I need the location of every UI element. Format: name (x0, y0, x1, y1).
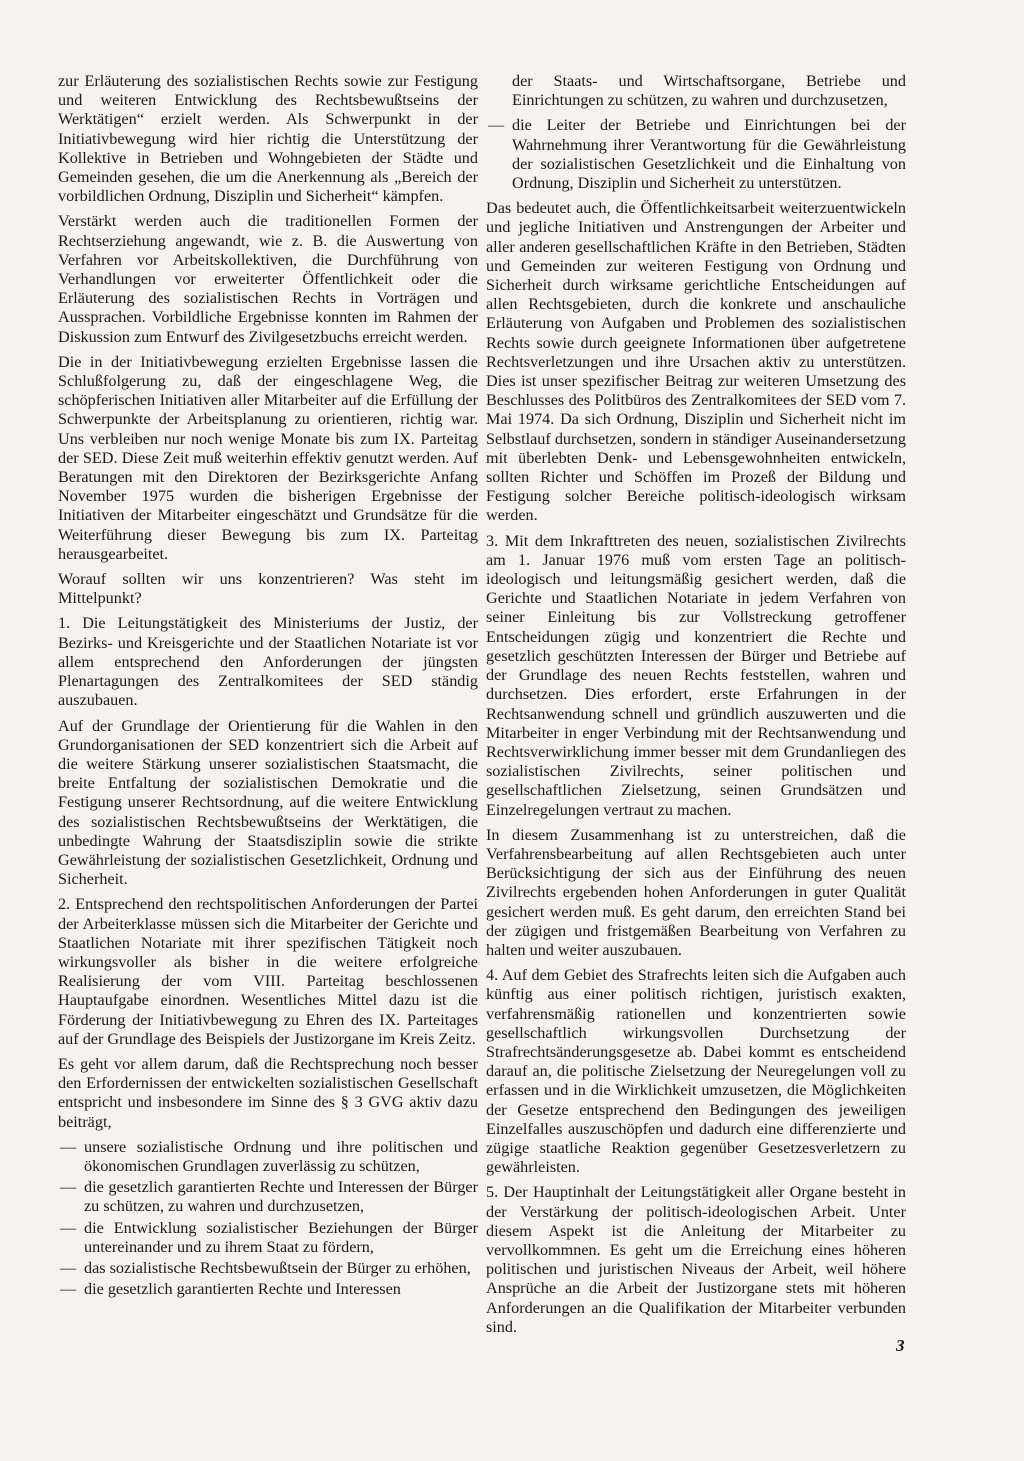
list-item-text: die gesetzlich garantierten Rechte und Interessen (84, 1280, 401, 1299)
list-item (58, 1138, 478, 1176)
dash-bullet: — (60, 1178, 77, 1197)
list-item (58, 1178, 478, 1216)
paragraph: Verstärkt werden auch die traditionellen Formen der Rechtserziehung angewandt, wie z. B. die Auswertung von Verfahren vor Arbeitskollektiven, die Durchführung von Verhandlungen vor erweiterter Öffentlichkeit oder die Erläuterung des sozialistischen Rechts in Vorträgen und Aussprachen. Vorbildliche Ergebnisse konnten im Rahmen der Diskussion zum Entwurf des Zivilgesetzbuchs erreicht werden. (58, 212, 478, 346)
page-number: 3 (896, 1336, 905, 1355)
list-item (58, 1219, 478, 1257)
dash-bullet: — (60, 1137, 77, 1156)
dash-bullet: — (60, 1258, 77, 1277)
list-item (486, 116, 906, 193)
paragraph: Worauf sollten wir uns konzentrieren? Was steht im Mittelpunkt? (58, 570, 478, 608)
dash-bullet: — (60, 1280, 77, 1299)
paragraph: Das bedeutet auch, die Öffentlichkeitsarbeit weiterzuentwickeln und jegliche Initiativen und Anstrengungen der Arbeiter und aller anderen gesellschaftlichen Kräfte in den Betrieben, Städten und Gemeinden zur weiteren Festigung von Ordnung und Sicherheit durch wirksame gerichtliche Entscheidungen auf allen Rechtsgebieten, durch die konkrete und anschauliche Erläuterung von Aufgaben und Problemen des sozialistischen Rechts sowie durch geeignete Informationen über aufgetretene Rechtsverletzungen und ihre Ursachen aktiv zu unterstützen. Dies ist unser spezifischer Beitrag zur weiteren Umsetzung des Beschlusses des Politbüros des Zentralkomitees der SED vom 7. Mai 1974. Da sich Ordnung, Disziplin und Sicherheit nicht im Selbstlauf durchsetzen, sondern in ständiger Auseinandersetzung mit überlebten Denk- und Lebensgewohnheiten entwickeln, sollten Richter und Schöffen im Prozeß der Bildung und Festigung solcher Bereiche politisch-ideologisch wirksam werden. (486, 199, 906, 525)
paragraph: zur Erläuterung des sozialistischen Rechts sowie zur Festigung und weiteren Entwicklung des Rechtsbewußtseins der Werktätigen“ erzielt werden. Als Schwerpunkt in der Initiativbewegung wird hier richtig die Unterstützung der Kollektive in Betrieben und Wohngebieten der Städte und Gemeinden gesehen, die um die Anerkennung als „Bereich der vorbildlichen Ordnung, Disziplin und Sicherheit“ kämpfen. (58, 72, 478, 206)
list-item (58, 1259, 478, 1278)
paragraph: 2. Entsprechend den rechtspolitischen Anforderungen der Partei der Arbeiterklasse müssen sich die Mitarbeiter der Gerichte und Staatlichen Notariate mit ihrer spezifischen Tätigkeit noch wirkungsvoller als bisher in die weitere erfolgreiche Realisierung der vom VIII. Parteitag beschlossenen Hauptaufgabe einordnen. Wesentliches Mittel dazu ist die Förderung der Initiativbewegung zu Ehren des IX. Parteitages auf der Grundlage des Beispiels der Justizorgane im Kreis Zeitz. (58, 895, 478, 1048)
list-item-text: die Leiter der Betriebe und Einrichtungen bei der Wahrnehmung ihrer Verantwortung für die Gewährleistung der sozialistischen Gesetzlichkeit und die Einhaltung von Ordnung, Disziplin und Sicherheit zu unterstützen. (512, 116, 906, 193)
dash-list (58, 1138, 478, 1300)
list-item-text: das sozialistische Rechtsbewußtsein der Bürger zu erhöhen, (84, 1258, 471, 1277)
dash-bullet: — (60, 1218, 77, 1237)
list-item-text: die gesetzlich garantierten Rechte und Interessen der Bürger zu schützen, zu wahren und durchzusetzen, (84, 1178, 478, 1216)
list-item-text: unsere sozialistische Ordnung und ihre politischen und ökonomischen Grundlagen zuverlässig zu schützen, (84, 1137, 478, 1175)
dash-list (486, 116, 906, 193)
paragraph: In diesem Zusammenhang ist zu unterstreichen, daß die Verfahrensbearbeitung auf allen Rechtsgebieten auch unter Berücksichtigung der sich aus der Einführung des neuen Zivilrechts ergebenden hohen Anforderungen in guter Qualität gesichert werden muß. Es geht darum, den erreichten Stand bei der zügigen und fristgemäßen Bearbeitung von Verfahren zu halten und weiter auszubauen. (486, 825, 906, 959)
paragraph: 1. Die Leitungstätigkeit des Ministeriums der Justiz, der Bezirks- und Kreisgerichte und der Staatlichen Notariate ist vor allem entsprechend den Anforderungen der jüngsten Plenartagungen des Zentralkomitees der SED ständig auszubauen. (58, 614, 478, 710)
dash-bullet: — (488, 116, 505, 135)
paragraph: 3. Mit dem Inkrafttreten des neuen, sozialistischen Zivilrechts am 1. Januar 1976 muß vom ersten Tage an politisch-ideologisch und leitungsmäßig gesichert werden, daß die Gerichte und Staatlichen Notariate in jedem Verfahren von seiner Einleitung bis zur Vollstreckung getroffener Entscheidungen zügig und konzentriert die Rechte und gesetzlich geschützten Interessen der Bürger und Betriebe auf der Grundlage des neuen Rechts feststellen, wahren und durchsetzen. Dies erfordert, erste Erfahrungen in der Rechtsanwendung schnell und gründlich auszuwerten und die Mitarbeiter in enger Verbindung mit der Rechtsanwendung und Rechtsverwirklichung immer besser mit dem Grundanliegen des sozialistischen Zivilrechts, seiner politischen und gesellschaftlichen Zielsetzung, seinen Grundsätzen und Einzelregelungen vertraut zu machen. (486, 531, 906, 819)
paragraph: 4. Auf dem Gebiet des Strafrechts leiten sich die Aufgaben auch künftig aus einer politisch richtigen, juristisch exakten, verfahrensmäßig rationellen und konzentrierten sowie gesellschaftlich wirkungsvollen Durchsetzung der Strafrechtsänderungsgesetze ab. Dabei kommt es entscheidend darauf an, die politische Zielsetzung der Neuregelungen voll zu erfassen und in die Wirklichkeit umzusetzen, die Möglichkeiten der Gesetze entsprechend den Bedingungen des jeweiligen Einzelfalles auszuschöpfen und dadurch eine differenzierte und zügige staatliche Reaktion gegenüber Gesetzesverletzern zu gewährleisten. (486, 966, 906, 1177)
list-item-text: die Entwicklung sozialistischer Beziehungen der Bürger untereinander und zu ihrem Staat zu fördern, (84, 1218, 478, 1256)
paragraph: der Staats- und Wirtschaftsorgane, Betriebe und Einrichtungen zu schützen, zu wahren und durchzusetzen, (512, 72, 906, 110)
paragraph: Auf der Grundlage der Orientierung für die Wahlen in den Grundorganisationen der SED konzentriert sich die Arbeit auf die weitere Stärkung unserer sozialistischen Staatsmacht, die breite Entfaltung der sozialistischen Demokratie und die Festigung unserer Rechtsordnung, auf die weitere Entwicklung des sozialistischen Rechtsbewußtseins der Werktätigen, die unbedingte Wahrung der Staatsdisziplin sowie die strikte Gewährleistung der sozialistischen Gesetzlichkeit, Ordnung und Sicherheit. (58, 716, 478, 889)
left-column (58, 72, 478, 1305)
paragraph: Es geht vor allem darum, daß die Rechtsprechung noch besser den Erfordernissen der entwickelten sozialistischen Gesellschaft entspricht und insbesondere im Sinne des § 3 GVG aktiv dazu beiträgt, (58, 1054, 478, 1131)
paragraph: 5. Der Hauptinhalt der Leitungstätigkeit aller Organe besteht in der Verstärkung der politisch-ideologischen Arbeit. Unter diesem Aspekt ist die Anleitung der Mitarbeiter zu vervollkommnen. Es geht um die Erreichung eines höheren politischen und juristischen Niveaus der Arbeit, weil höhere Ansprüche an die Arbeit der Justizorgane stets mit höheren Anforderungen an die Qualifikation der Mitarbeiter verbunden sind. (486, 1183, 906, 1336)
list-item (58, 1280, 478, 1299)
right-column (486, 72, 906, 1343)
paragraph: Die in der Initiativbewegung erzielten Ergebnisse lassen die Schlußfolgerung zu, daß der eingeschlagene Weg, die schöpferischen Initiativen aller Mitarbeiter auf die Erfüllung der Schwerpunkte der Arbeitsplanung zu orientieren, richtig war. Uns verbleiben nur noch wenige Monate bis zum IX. Parteitag der SED. Diese Zeit muß weiterhin effektiv genutzt werden. Auf Beratungen mit den Direktoren der Bezirksgerichte Anfang November 1975 wurden die bisherigen Ergebnisse der Initiativen der Mitarbeiter eingeschätzt und Grundsätze für die Weiterführung dieser Bewegung bis zum IX. Parteitag herausgearbeitet. (58, 352, 478, 563)
